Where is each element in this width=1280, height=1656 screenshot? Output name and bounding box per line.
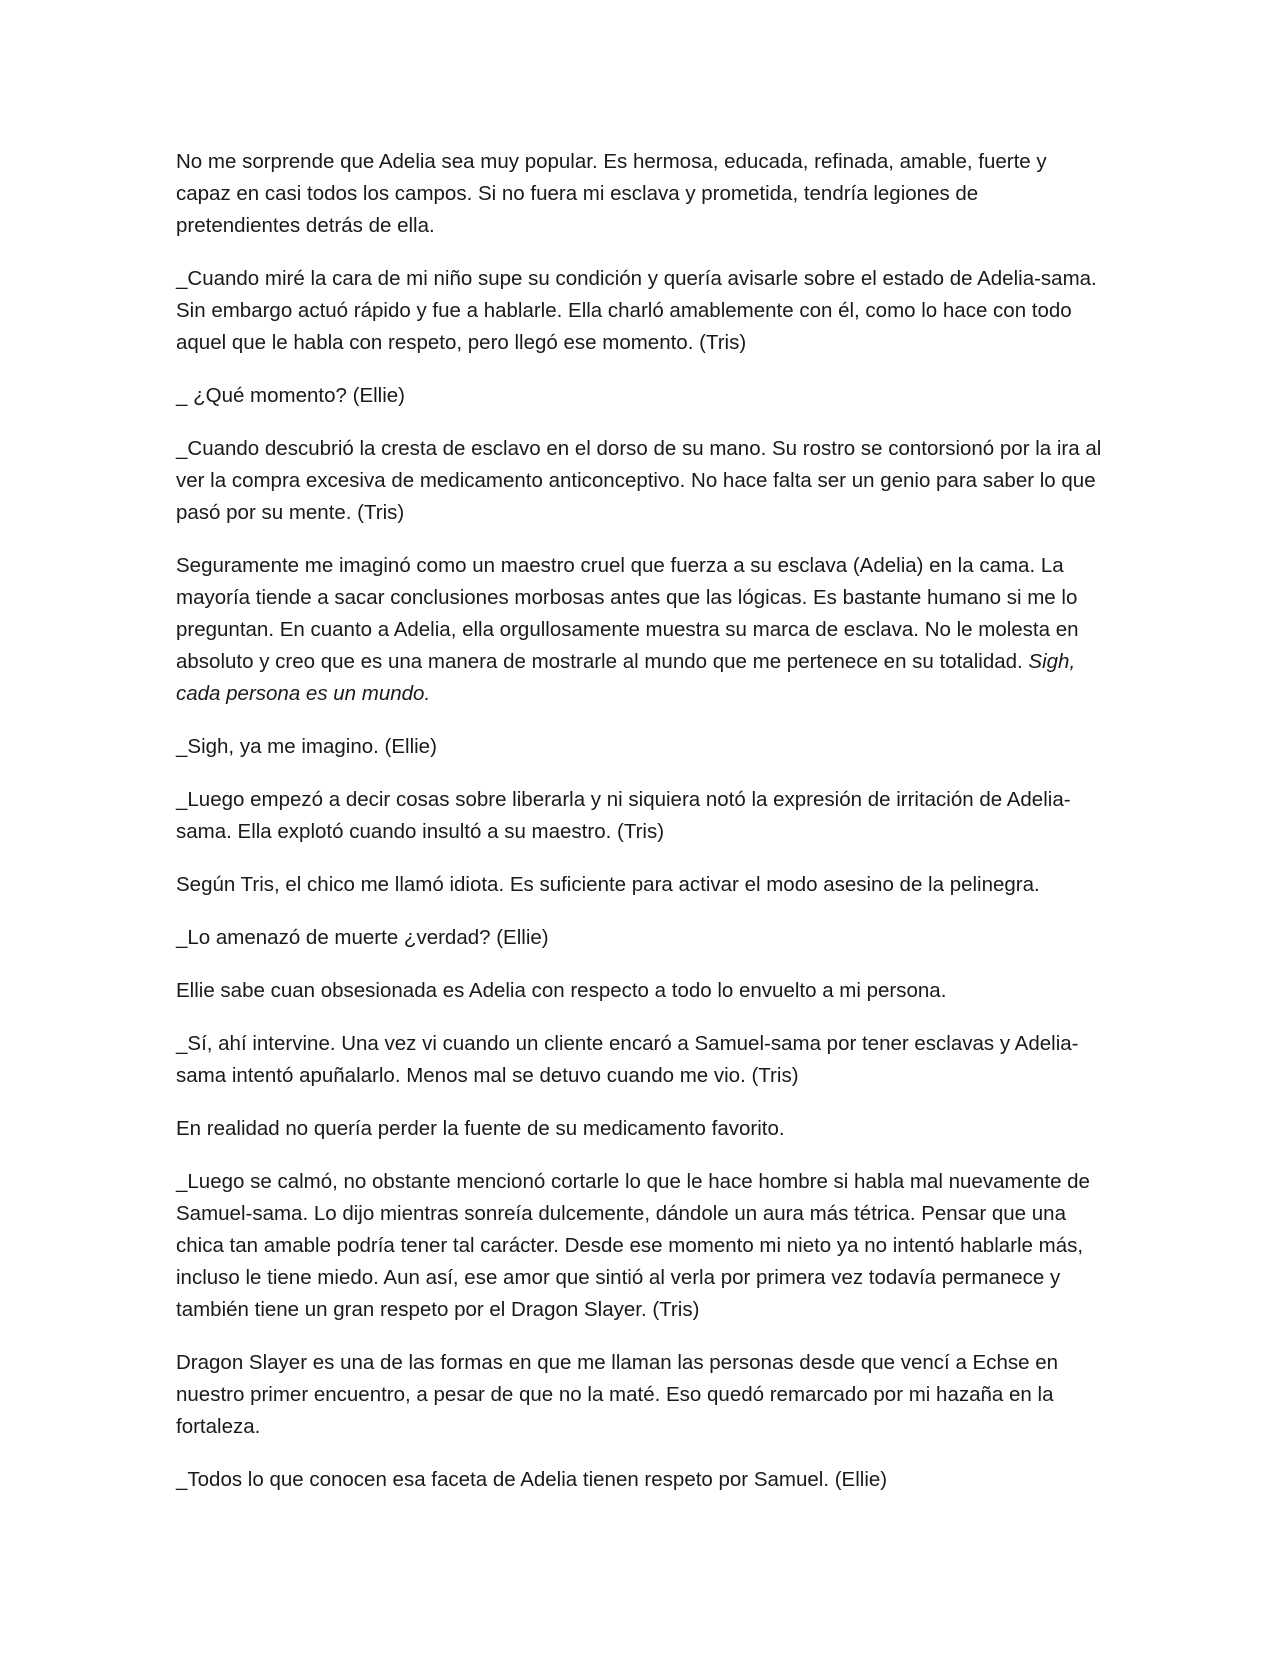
paragraph: Dragon Slayer es una de las formas en que me llaman las personas desde que vencí a Echse en nuestro primer encuentro, a pesar de que no la maté. Eso quedó remarcado por mi hazaña en la fortaleza. xyxy=(176,1351,1059,1438)
paragraph: _Cuando miré la cara de mi niño supe su condición y quería avisarle sobre el estado de Adelia-sama. Sin embargo actuó rápido y fue a hablarle. Ella charló amablemente con él, como lo hace con todo aquel que le habla con respeto, pero llegó ese momento. (Tris) xyxy=(176,267,1097,354)
paragraph: En realidad no quería perder la fuente de su medicamento favorito. xyxy=(176,1117,785,1140)
document-page xyxy=(176,146,1104,1517)
paragraph: Según Tris, el chico me llamó idiota. Es suficiente para activar el modo asesino de la pelinegra. xyxy=(176,873,1040,896)
paragraph: _Lo amenazó de muerte ¿verdad? (Ellie) xyxy=(176,926,549,949)
paragraph: _Cuando descubrió la cresta de esclavo en el dorso de su mano. Su rostro se contorsionó por la ira al ver la compra excesiva de medicamento anticonceptivo. No hace falta ser un genio para saber lo que pasó por su mente. (Tris) xyxy=(176,437,1102,524)
paragraph: _Sigh, ya me imagino. (Ellie) xyxy=(176,735,437,758)
paragraph: _Luego empezó a decir cosas sobre liberarla y ni siquiera notó la expresión de irritación de Adelia-sama. Ella explotó cuando insultó a su maestro. (Tris) xyxy=(176,788,1071,843)
paragraph: _ ¿Qué momento? (Ellie) xyxy=(176,384,406,407)
paragraph: No me sorprende que Adelia sea muy popular. Es hermosa, educada, refinada, amable, fuerte y capaz en casi todos los campos. Si no fuera mi esclava y prometida, tendría legiones de pretendientes detrás de ella. xyxy=(176,150,1047,237)
paragraph xyxy=(176,550,1104,710)
paragraph: Ellie sabe cuan obsesionada es Adelia con respecto a todo lo envuelto a mi persona. xyxy=(176,979,947,1002)
paragraph: _Luego se calmó, no obstante mencionó cortarle lo que le hace hombre si habla mal nuevamente de Samuel-sama. Lo dijo mientras sonreía dulcemente, dándole un aura más tétrica. Pensar que una chica tan amable podría tener tal carácter. Desde ese momento mi nieto ya no intentó hablarle más, incluso le tiene miedo. Aun así, ese amor que sintió al verla por primera vez todavía permanece y también tiene un gran respeto por el Dragon Slayer. (Tris) xyxy=(176,1170,1090,1321)
paragraph-italic-text: Sigh, cada persona es un mundo. xyxy=(176,650,1076,705)
paragraph-text: Seguramente me imaginó como un maestro cruel que fuerza a su esclava (Adelia) en la cama. La mayoría tiende a sacar conclusiones morbosas antes que las lógicas. Es bastante humano si me lo preguntan. En cuanto a Adelia, ella orgullosamente muestra su marca de esclava. No le molesta en absoluto y creo que es una manera de mostrarle al mundo que me pertenece en su totalidad. xyxy=(176,554,1079,673)
paragraph: _Sí, ahí intervine. Una vez vi cuando un cliente encaró a Samuel-sama por tener esclavas y Adelia-sama intentó apuñalarlo. Menos mal se detuvo cuando me vio. (Tris) xyxy=(176,1032,1079,1087)
paragraph: _Todos lo que conocen esa faceta de Adelia tienen respeto por Samuel. (Ellie) xyxy=(176,1468,888,1491)
